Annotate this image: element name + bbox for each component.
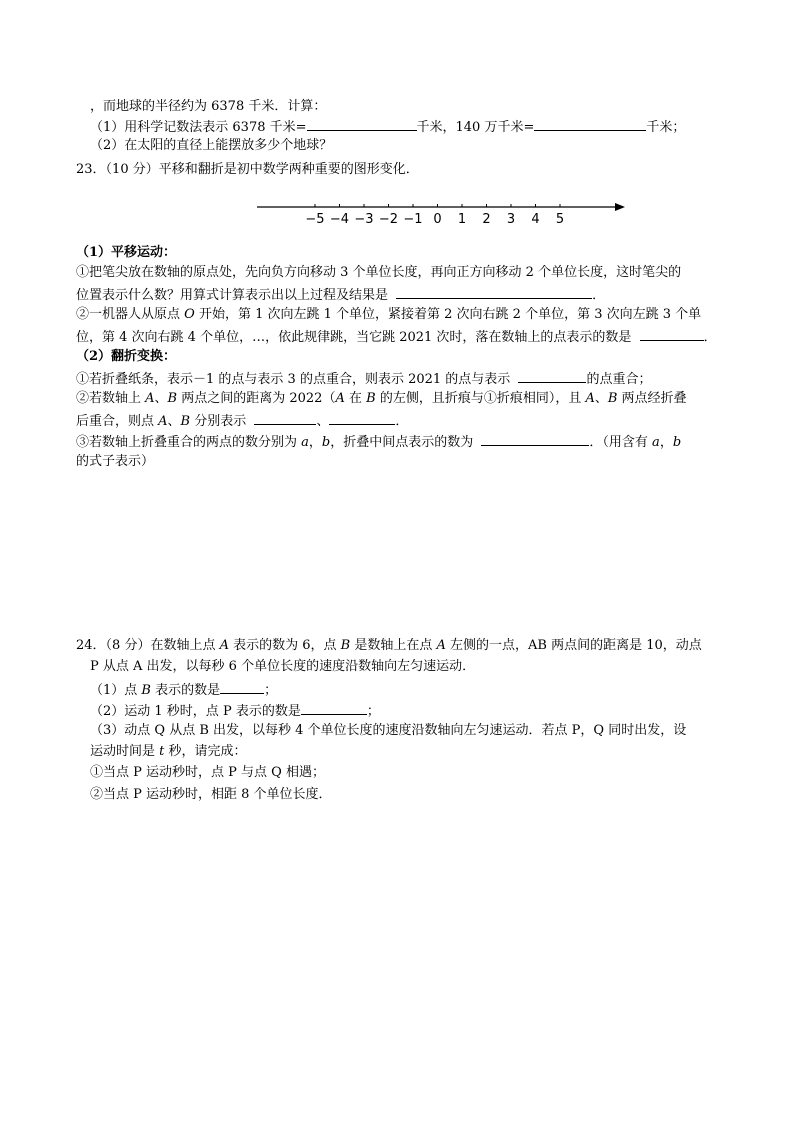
- q23-p2-line2: [76, 390, 687, 408]
- q23-blank-2[interactable]: [640, 327, 704, 341]
- var-b: B: [141, 683, 151, 698]
- number-line-labels: [305, 212, 564, 227]
- txt: 、: [316, 414, 330, 429]
- var-a: A: [145, 391, 155, 406]
- txt: ；: [366, 704, 380, 719]
- number-line-label: 4: [531, 212, 540, 227]
- q23-blank-5[interactable]: [329, 411, 395, 425]
- q22-line2: [90, 117, 685, 137]
- txt: 秒，请完成：: [164, 744, 247, 759]
- q23-p1-line3-post: 开始，第 1 次向左跳 1 个单位，紧接着第 2 次向右跳 2 个单位，第 3 次向左跳 3 个单: [194, 307, 702, 322]
- var-t: t: [159, 744, 165, 759]
- txt: ，: [308, 435, 322, 450]
- txt: 运动时间是: [90, 744, 160, 759]
- q22-part1-text: （1）用科学记数法表示 6378 千米=: [90, 120, 307, 135]
- txt: 在: [344, 391, 367, 406]
- q24-line3: [90, 680, 277, 700]
- txt: 后重合，则点: [76, 414, 159, 429]
- var-b: B: [167, 391, 178, 406]
- txt: ，折叠中间点表示的数为: [330, 435, 474, 450]
- txt: 的左侧，且折痕与①折痕相同），且: [375, 391, 586, 406]
- var-b: B: [340, 638, 351, 653]
- q23-p1-line4-end: ．: [703, 330, 717, 345]
- number-line-label: 0: [433, 212, 442, 227]
- number-line-label: −1: [403, 212, 423, 227]
- q22-blank-1[interactable]: [307, 117, 417, 131]
- txt: 表示的数为 6，点: [228, 638, 341, 653]
- q22-line3: （2）在太阳的直径上能摆放多少个地球？: [90, 138, 333, 153]
- txt: （2）运动 1 秒时，点 P 表示的数是: [90, 704, 301, 719]
- q23-p1-line2: [76, 285, 605, 305]
- txt: 、: [167, 414, 181, 429]
- txt: （1）点: [90, 683, 142, 698]
- var-a: A: [335, 391, 345, 406]
- q24-line6: [90, 743, 247, 761]
- q23-p1-line4: [76, 327, 717, 347]
- q23-p2-line1: [76, 369, 651, 389]
- q23-p2-line1-end: 的点重合；: [586, 372, 652, 387]
- number-line-label: 2: [482, 212, 491, 227]
- q24-line1: [76, 637, 702, 655]
- q23-p1-line4-text: 位，第 4 次向右跳 4 个单位，…，依此规律跳，当它跳 2021 次时，落在数轴上的点表示的数是: [76, 330, 632, 345]
- q23-blank-1[interactable]: [396, 285, 592, 299]
- q24-line8: ②当点 P 运动秒时，相距 8 个单位长度．: [90, 787, 332, 802]
- var-a: A: [436, 638, 446, 653]
- txt: 表示的数是: [150, 683, 221, 698]
- var-b: B: [180, 414, 191, 429]
- q22-blank-2[interactable]: [534, 117, 646, 131]
- number-line-label: −2: [378, 212, 399, 227]
- txt: 左侧的一点，AB 两点间的距离是 10，动点: [445, 638, 702, 653]
- number-line-label: 5: [555, 212, 565, 227]
- q22-part1-text3: 千米；: [646, 120, 686, 135]
- q23-p2-line3: [76, 411, 408, 431]
- var-b: B: [366, 391, 376, 406]
- q22-line1: ，而地球的半径约为 6378 千米．计算：: [90, 99, 327, 114]
- q23-p2-line1-text: ①若折叠纸条，表示－1 的点与表示 3 的点重合，则表示 2021 的点与表示: [76, 372, 511, 387]
- q23-p1-line3: [76, 306, 701, 324]
- q23-p2-line4: [76, 432, 681, 452]
- number-line-label: −3: [354, 212, 374, 227]
- var-a: A: [585, 391, 595, 406]
- var-b: b: [321, 435, 331, 450]
- q24-line7: ①当点 P 运动秒时，点 P 与点 Q 相遇；: [90, 765, 325, 780]
- number-line-label: −5: [305, 212, 325, 227]
- q23-part1-heading: （1）平移运动：: [76, 245, 177, 260]
- q23-title: 23．（10 分）平移和翻折是初中数学两种重要的图形变化．: [76, 162, 419, 177]
- txt: ．（用含有: [589, 435, 653, 450]
- number-line-label: 1: [457, 212, 467, 227]
- txt: 两点之间的距离为 2022（: [177, 391, 336, 406]
- var-b: B: [607, 391, 618, 406]
- txt: 、: [154, 391, 168, 406]
- txt: ．: [395, 414, 409, 429]
- txt: 分别表示: [190, 414, 247, 429]
- txt: ②若数轴上: [76, 391, 146, 406]
- var-a: a: [652, 435, 660, 450]
- q23-blank-6[interactable]: [481, 432, 589, 446]
- txt: 24．（8 分）在数轴上点: [76, 638, 220, 653]
- q23-p1-line2-end: ．: [592, 288, 606, 303]
- number-line-figure: [255, 196, 635, 230]
- txt: 、: [594, 391, 608, 406]
- txt: ，: [659, 435, 673, 450]
- number-line-label: 3: [506, 212, 516, 227]
- q24-line2: P 从点 A 出发，以每秒 6 个单位长度的速度沿数轴向左匀速运动．: [90, 659, 476, 674]
- q23-blank-4[interactable]: [254, 411, 316, 425]
- q24-blank-2[interactable]: [301, 701, 367, 715]
- q23-blank-3[interactable]: [518, 369, 586, 383]
- q23-p2-line5: 的式子表示）: [76, 454, 155, 469]
- q24-line4: [90, 701, 380, 721]
- number-line-arrow: [615, 203, 625, 211]
- q23-p1-line3-pre: ②一机器人从原点: [76, 307, 185, 322]
- txt: ；: [264, 683, 278, 698]
- q22-part1-text2: 千米，140 万千米=: [416, 120, 535, 135]
- q23-p1-line2-text: 位置表示什么数？用算式计算表示出以上过程及结果是: [76, 288, 389, 303]
- var-a: A: [158, 414, 168, 429]
- txt: 两点经折叠: [617, 391, 687, 406]
- var-a: a: [301, 435, 309, 450]
- txt: ③若数轴上折叠重合的两点的数分别为: [76, 435, 302, 450]
- q24-blank-1[interactable]: [220, 680, 264, 694]
- var-b: b: [672, 435, 682, 450]
- var-a: A: [219, 638, 229, 653]
- q23-p1-line1: ①把笔尖放在数轴的原点处，先向负方向移动 3 个单位长度，再向正方向移动 2 个单位长度，这时笔尖的: [76, 265, 682, 280]
- q23-part2-heading: （2）翻折变换：: [76, 349, 177, 364]
- txt: 是数轴上在点: [350, 638, 437, 653]
- number-line-label: −4: [329, 212, 350, 227]
- q24-line5: （3）动点 Q 从点 B 出发，以每秒 4 个单位长度的速度沿数轴向左匀速运动．若点 P，Q 同时出发，设: [90, 723, 687, 738]
- q23-origin-letter: O: [184, 307, 195, 322]
